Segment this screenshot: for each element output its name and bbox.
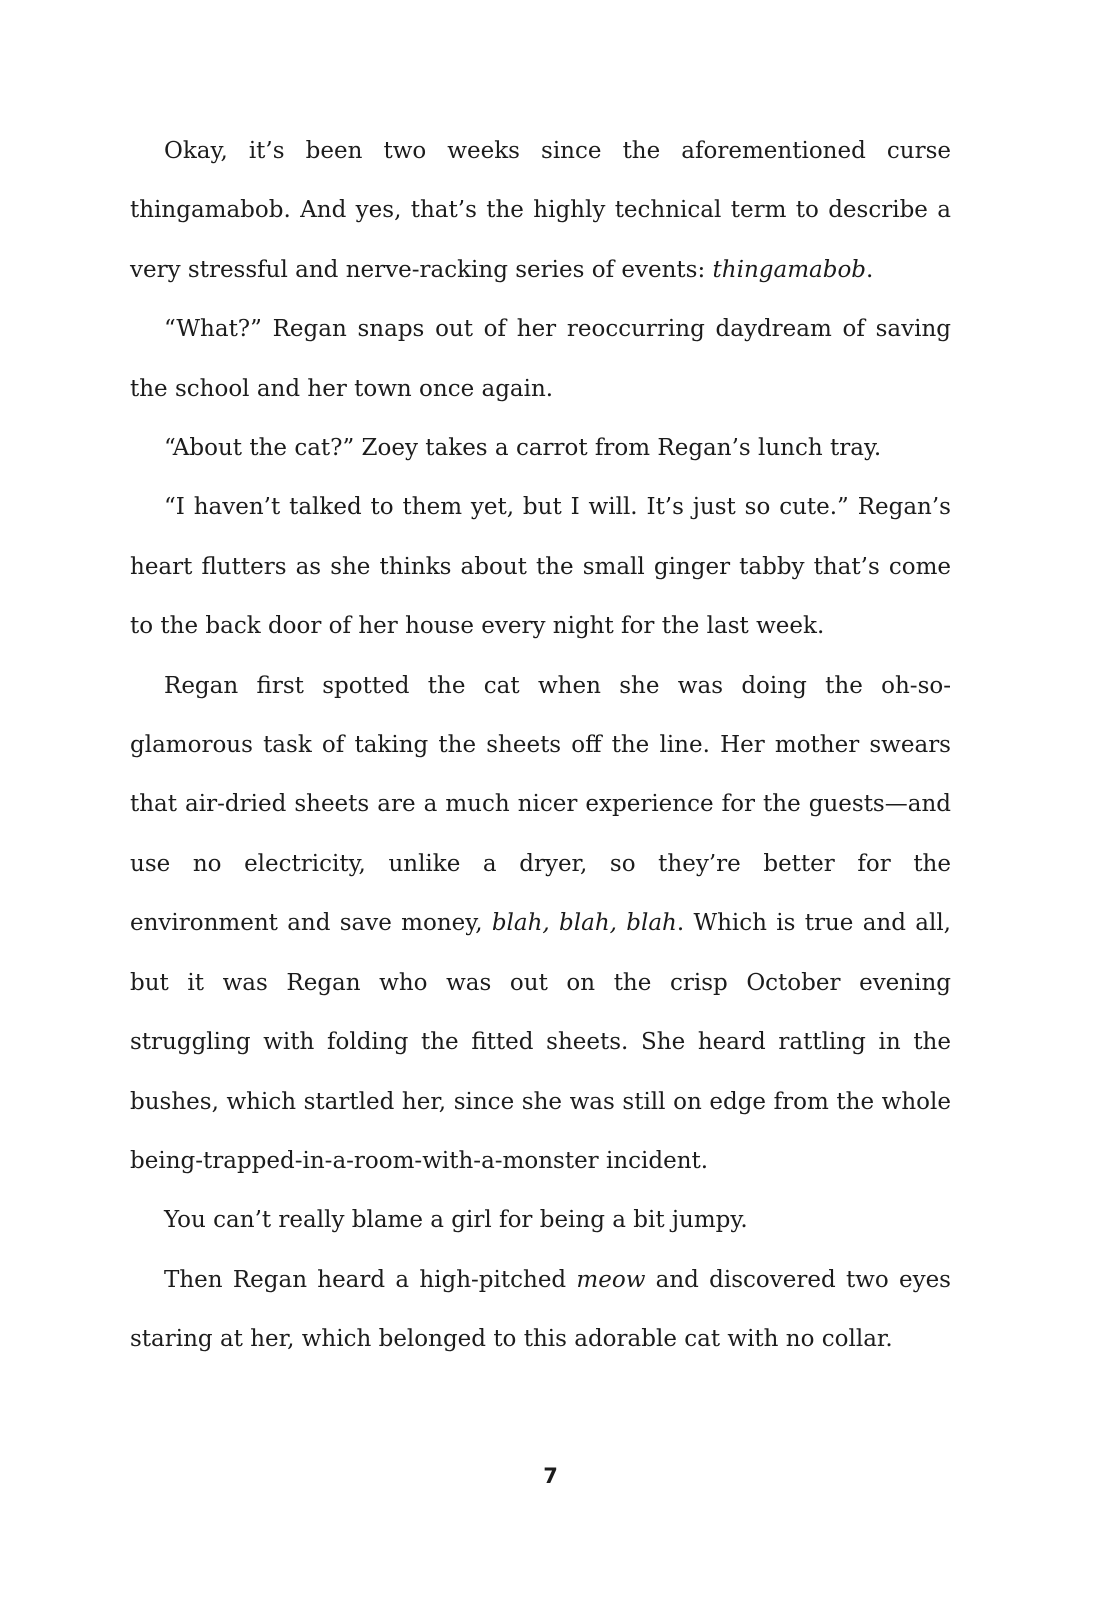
paragraph-1-text: Okay, it’s been two weeks since the aforementioned curse thingamabob. And yes, that’s the highly technical term to describe a very stressful and nerve-racking series of events: <box>130 138 951 283</box>
paragraph-5-text: Regan first spotted the cat when she was doing the oh-so-glamorous task of taking the sheets off the line. Her mother swears that air-dried sheets are a much nicer experience for the guests—and use no electricity, unlike a dryer, so they’re better for the environment and save money, <box>130 672 951 937</box>
italic-blah: blah, blah, blah <box>491 910 677 937</box>
paragraph-4: “I haven’t talked to them yet, but I will. It’s just so cute.” Regan’s heart flutters as she thinks about the small ginger tabby that’s come to the back door of her house every night for the last week. <box>130 494 951 640</box>
paragraph-3: “About the cat?” Zoey takes a carrot from Regan’s lunch tray. <box>164 435 882 462</box>
paragraph-1 <box>130 122 951 300</box>
italic-meow: meow <box>576 1266 646 1293</box>
paragraph-2: “What?” Regan snaps out of her reoccurring daydream of saving the school and her town once again. <box>130 316 951 402</box>
paragraph-7-text: Then Regan heard a high-pitched <box>164 1266 577 1293</box>
paragraph-7-end: and discovered two eyes staring at her, which belonged to this adorable cat with no collar. <box>130 1266 951 1353</box>
italic-thingamabob: thingamabob <box>712 256 867 283</box>
paragraph-6: You can’t really blame a girl for being a bit jumpy. <box>164 1207 748 1234</box>
body-text <box>130 122 951 1370</box>
paragraph-5 <box>130 657 951 1192</box>
paragraph-1-end: . <box>866 256 874 283</box>
paragraph-5-end: . Which is true and all, but it was Regan who was out on the crisp October evening struggling with folding the fitted sheets. She heard rattling in the bushes, which startled her, since she was still on edge from the whole being-trapped-in-a-room-with-a-monster incident. <box>130 910 951 1174</box>
page-number: 7 <box>543 1464 558 1488</box>
paragraph-7 <box>130 1251 951 1370</box>
